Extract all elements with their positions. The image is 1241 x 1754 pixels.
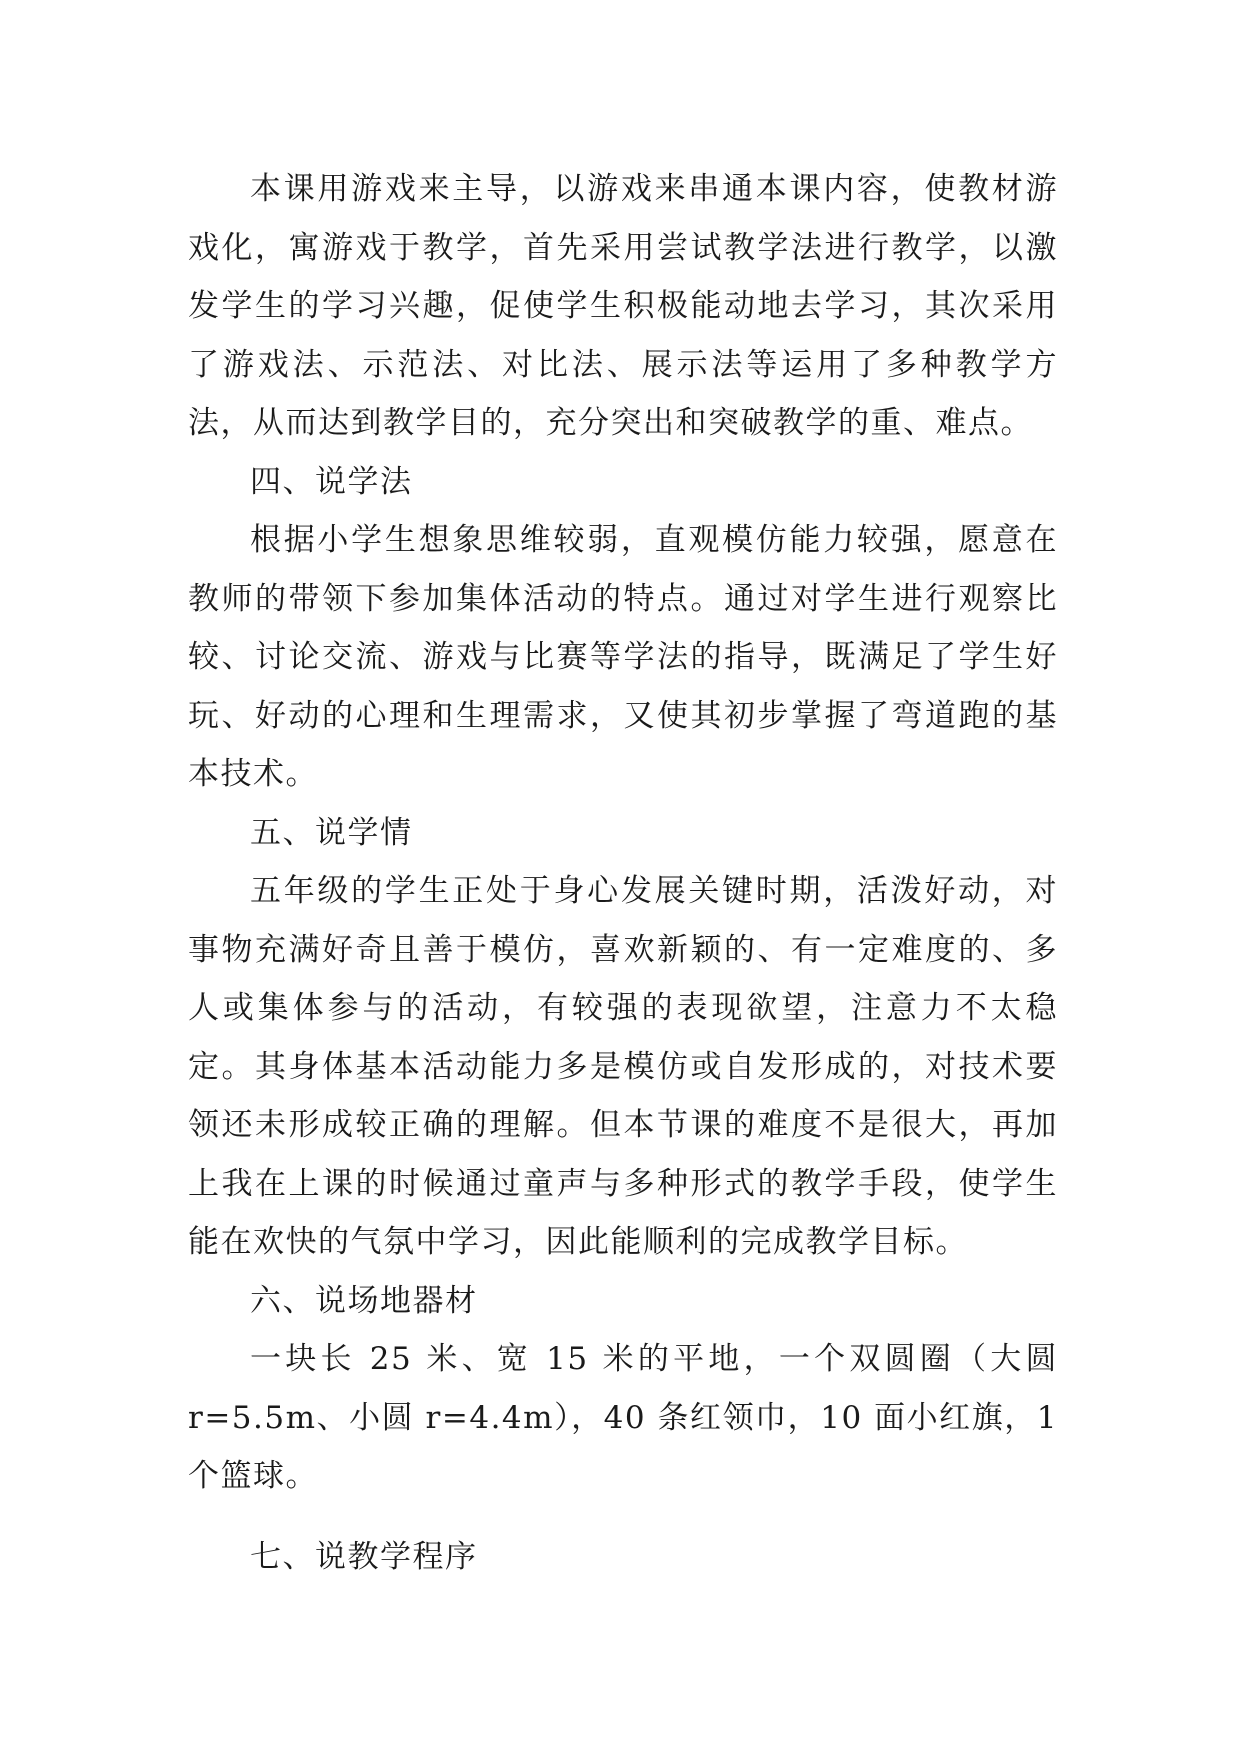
heading-student-situation: 五、说学情 xyxy=(250,814,413,851)
paragraph-venue-equipment: 一块长 25 米、宽 15 米的平地，一个双圆圈（大圆 r=5.5m、小圆 r=4.4m），40 条红领巾，10 面小红旗，1 个篮球。 xyxy=(188,1341,1058,1494)
heading-venue-equipment: 六、说场地器材 xyxy=(250,1282,478,1319)
paragraph-student-situation: 五年级的学生正处于身心发展关键时期，活泼好动，对事物充满好奇且善于模仿，喜欢新颖的、有一定难度的、多人或集体参与的活动，有较强的表现欲望，注意力不太稳定。其身体基本活动能力多是模仿或自发形成的，对技术要领还未形成较正确的理解。但本节课的难度不是很大，再加上我在上课的时候通过童声与多种形式的教学手段，使学生能在欢快的气氛中学习，因此能顺利的完成教学目标。 xyxy=(188,873,1058,1260)
heading-teaching-procedure: 七、说教学程序 xyxy=(250,1538,478,1575)
section-spacer xyxy=(188,1506,1058,1528)
heading-learning-methods: 四、说学法 xyxy=(250,463,413,500)
paragraph-teaching-methods: 本课用游戏来主导，以游戏来串通本课内容，使教材游戏化，寓游戏于教学，首先采用尝试教学法进行教学，以激发学生的学习兴趣，促使学生积极能动地去学习，其次采用了游戏法、示范法、对比法、展示法等运用了多种教学方法，从而达到教学目的，充分突出和突破教学的重、难点。 xyxy=(188,171,1058,441)
paragraph-learning-methods: 根据小学生想象思维较弱，直观模仿能力较强，愿意在教师的带领下参加集体活动的特点。通过对学生进行观察比较、讨论交流、游戏与比赛等学法的指导，既满足了学生好玩、好动的心理和生理需求，又使其初步掌握了弯道跑的基本技术。 xyxy=(188,522,1058,792)
document-body xyxy=(188,160,1058,1586)
